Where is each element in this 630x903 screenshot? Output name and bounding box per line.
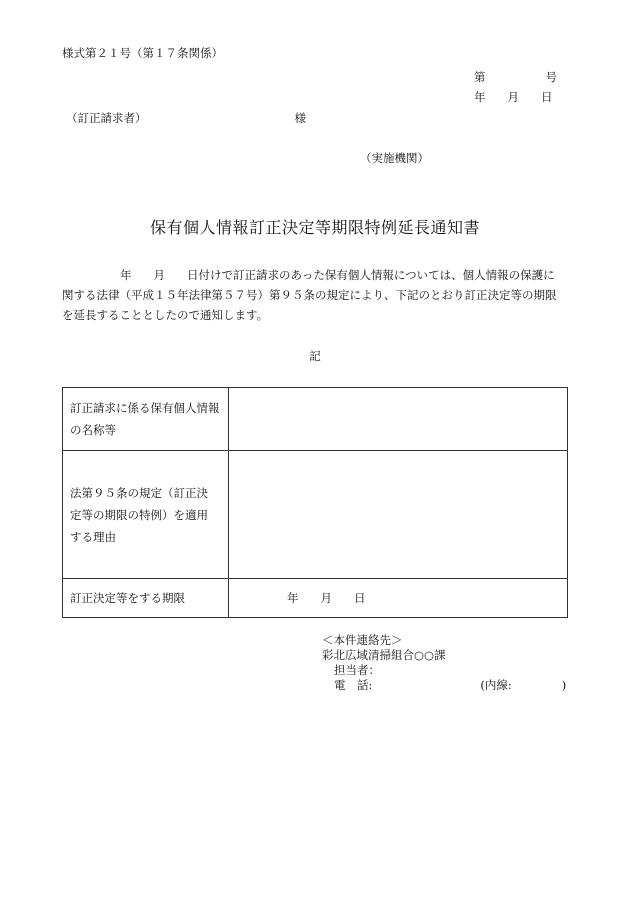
table-row [63,451,568,579]
form-number: 様式第２１号（第１７条関係） [62,46,223,60]
info-name-field[interactable] [229,388,568,451]
reason-field[interactable] [229,451,568,579]
body-month: 月 [153,268,165,282]
reason-label: 法第９５条の規定（訂正決 定等の期限の特例）を適用 する理由 [63,451,229,579]
document-number-suffix: 号 [545,70,557,84]
contact-phone [322,678,566,693]
contact-person-label: 担当者： [334,663,380,677]
contact-extension-label: (内線: [480,678,512,692]
deadline-field[interactable] [229,579,568,618]
contact-phone-label: 電 話: [334,678,373,692]
deadline-month: 月 [320,591,332,605]
body-line-1 [62,265,568,285]
notice-body [62,265,568,325]
ki-heading: 記 [309,349,321,363]
table-row [63,388,568,451]
requester [66,113,306,125]
deadline-label: 訂正決定等をする期限 [63,579,229,618]
deadline-year: 年 [287,591,299,605]
issue-date-month: 月 [507,90,519,104]
info-name-label: 訂正請求に係る保有個人情報 の名称等 [63,388,229,451]
document-title: 保有個人情報訂正決定等期限特例延長通知書 [149,218,480,237]
institution-label: （実施機関） [360,151,429,165]
contact-heading: ＜本件連絡先＞ [322,633,403,647]
deadline-day: 日 [354,591,366,605]
contact-organization: 彩北広域清掃組合○○課 [322,648,446,662]
issue-date-day: 日 [541,90,553,104]
requester-honorific: 様 [294,111,306,125]
body-line-3: を延長することとしたので通知します。 [62,308,269,322]
issue-date [474,92,553,104]
detail-table [62,387,568,618]
contact-extension-close: ) [561,678,567,692]
issue-date-year: 年 [474,90,486,104]
document-number-prefix: 第 [474,70,486,84]
requester-label: （訂正請求者） [66,111,147,125]
contact-block [322,633,566,693]
document-number [474,72,557,84]
body-line-1-text: 日付けで訂正請求のあった保有個人情報については、個人情報の保護に [187,268,555,282]
body-line-2: 関する法律（平成１５年法律第５７号）第９５条の規定により、下記のとおり訂正決定等の期限 [62,288,557,302]
contact-person [322,663,566,678]
body-year: 年 [120,268,132,282]
table-row [63,579,568,618]
